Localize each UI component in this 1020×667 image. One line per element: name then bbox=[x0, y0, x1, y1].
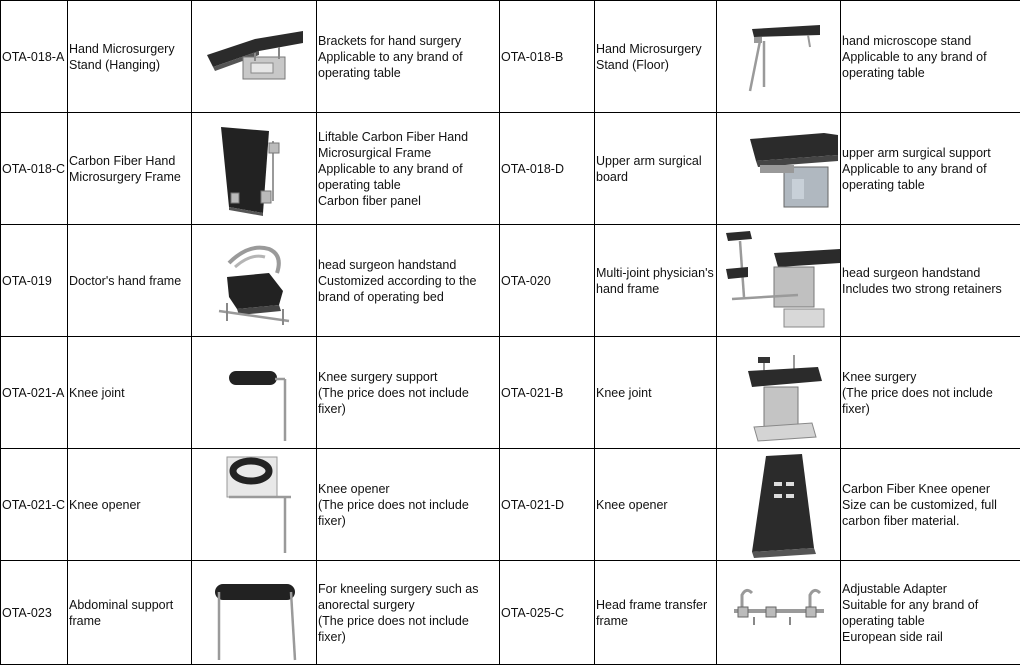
knee-opener-icon bbox=[199, 453, 309, 557]
table-row bbox=[1, 337, 1020, 449]
adapter-rail-icon bbox=[724, 573, 834, 653]
description-line: Carbon fiber panel bbox=[318, 193, 421, 208]
product-description bbox=[317, 113, 500, 225]
product-image bbox=[717, 337, 841, 449]
knee-support-icon bbox=[199, 345, 309, 441]
product-name: Knee opener bbox=[595, 449, 717, 561]
description-line: Suitable for any brand of operating table bbox=[842, 597, 979, 628]
description-line: (The price does not include fixer) bbox=[318, 497, 469, 528]
product-name: Hand Microsurgery Stand (Floor) bbox=[595, 1, 717, 113]
description-line: Customized according to the brand of operating bed bbox=[318, 273, 477, 304]
product-description bbox=[841, 449, 1020, 561]
product-code: OTA-021-A bbox=[1, 337, 68, 449]
description-line: Applicable to any brand of operating table bbox=[842, 49, 987, 80]
abdominal-support-icon bbox=[199, 564, 309, 662]
product-description bbox=[841, 337, 1020, 449]
description-line: For kneeling surgery such as anorectal surgery bbox=[318, 581, 479, 612]
product-code: OTA-025-C bbox=[500, 561, 595, 665]
floor-stand-icon bbox=[724, 17, 834, 97]
product-image bbox=[192, 449, 317, 561]
carbon-knee-opener-icon bbox=[724, 452, 834, 558]
knee-table-icon bbox=[724, 341, 834, 445]
description-line: Knee opener bbox=[318, 481, 390, 496]
description-line: Applicable to any brand of operating table bbox=[842, 161, 987, 192]
description-line: Size can be customized, full carbon fiber material. bbox=[842, 497, 997, 528]
product-image bbox=[717, 225, 841, 337]
description-line: Includes two strong retainers bbox=[842, 281, 1002, 296]
upper-arm-board-icon bbox=[720, 121, 838, 217]
product-description bbox=[317, 337, 500, 449]
product-image bbox=[717, 1, 841, 113]
product-code: OTA-021-B bbox=[500, 337, 595, 449]
product-code: OTA-018-D bbox=[500, 113, 595, 225]
product-name: Knee joint bbox=[68, 337, 192, 449]
description-line: Carbon Fiber Knee opener bbox=[842, 481, 991, 496]
multi-joint-frame-icon bbox=[718, 227, 840, 335]
table-row bbox=[1, 225, 1020, 337]
description-line: head surgeon handstand bbox=[318, 257, 457, 272]
product-name: Doctor's hand frame bbox=[68, 225, 192, 337]
product-code: OTA-018-A bbox=[1, 1, 68, 113]
description-line: Liftable Carbon Fiber Hand Microsurgical Frame bbox=[318, 129, 469, 160]
table-row bbox=[1, 1, 1020, 113]
product-name: Head frame transfer frame bbox=[595, 561, 717, 665]
product-image bbox=[192, 113, 317, 225]
product-image bbox=[717, 449, 841, 561]
description-line: Applicable to any brand of operating table bbox=[318, 161, 463, 192]
description-line: Knee surgery support bbox=[318, 369, 438, 384]
description-line: (The price does not include fixer) bbox=[318, 385, 469, 416]
product-name: Knee opener bbox=[68, 449, 192, 561]
product-name: Hand Microsurgery Stand (Hanging) bbox=[68, 1, 192, 113]
product-description bbox=[317, 225, 500, 337]
product-code: OTA-020 bbox=[500, 225, 595, 337]
description-line: Knee surgery bbox=[842, 369, 917, 384]
product-code: OTA-019 bbox=[1, 225, 68, 337]
description-line: head surgeon handstand bbox=[842, 265, 981, 280]
product-image bbox=[192, 337, 317, 449]
product-code: OTA-023 bbox=[1, 561, 68, 665]
product-description bbox=[841, 561, 1020, 665]
product-description bbox=[841, 225, 1020, 337]
product-image bbox=[192, 1, 317, 113]
product-name: Knee joint bbox=[595, 337, 717, 449]
product-name: Abdominal support frame bbox=[68, 561, 192, 665]
product-code: OTA-018-C bbox=[1, 113, 68, 225]
product-code: OTA-021-D bbox=[500, 449, 595, 561]
description-line: hand microscope stand bbox=[842, 33, 972, 48]
description-line: Applicable to any brand of operating table bbox=[318, 49, 463, 80]
product-description bbox=[317, 449, 500, 561]
description-line: upper arm surgical support bbox=[842, 145, 991, 160]
product-description bbox=[841, 113, 1020, 225]
product-description bbox=[317, 1, 500, 113]
description-line: Brackets for hand surgery bbox=[318, 33, 462, 48]
product-name: Multi-joint physician's hand frame bbox=[595, 225, 717, 337]
table-row bbox=[1, 449, 1020, 561]
description-line: (The price does not include fixer) bbox=[318, 613, 469, 644]
description-line: (The price does not include fixer) bbox=[842, 385, 993, 416]
product-image bbox=[717, 561, 841, 665]
product-name: Upper arm surgical board bbox=[595, 113, 717, 225]
product-name: Carbon Fiber Hand Microsurgery Frame bbox=[68, 113, 192, 225]
product-image bbox=[192, 561, 317, 665]
product-code: OTA-018-B bbox=[500, 1, 595, 113]
hanging-hand-table-icon bbox=[199, 17, 309, 97]
product-code: OTA-021-C bbox=[1, 449, 68, 561]
handstand-icon bbox=[199, 233, 309, 329]
description-line: European side rail bbox=[842, 629, 943, 644]
product-image bbox=[717, 113, 841, 225]
carbon-panel-icon bbox=[199, 121, 309, 217]
table-row bbox=[1, 113, 1020, 225]
product-description bbox=[841, 1, 1020, 113]
product-image bbox=[192, 225, 317, 337]
table-row bbox=[1, 561, 1020, 665]
product-description bbox=[317, 561, 500, 665]
description-line: Adjustable Adapter bbox=[842, 581, 947, 596]
